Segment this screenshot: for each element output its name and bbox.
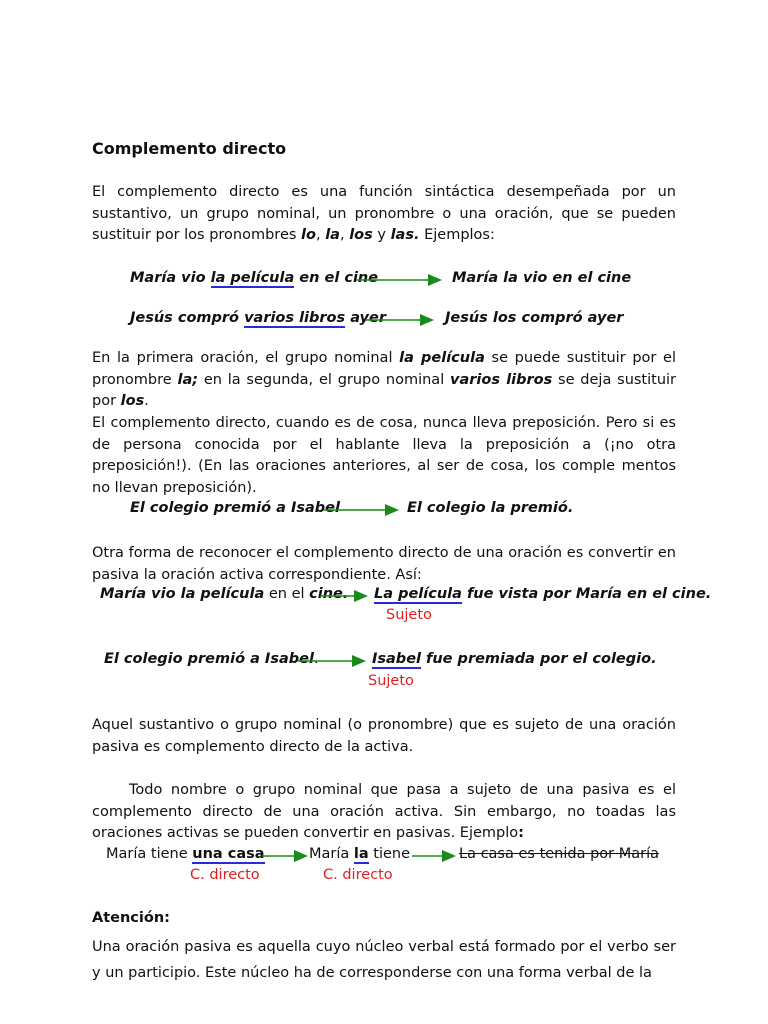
- pronoun-las: las.: [390, 227, 420, 243]
- ex5-part: .: [313, 651, 319, 667]
- ex4-part: María vio la película: [100, 586, 265, 602]
- para2-emph: varios libros: [450, 371, 553, 388]
- example-6-invalid: La casa es tenida por María: [459, 846, 660, 862]
- example-6-sentence: [106, 846, 265, 862]
- para2-emph: los: [120, 393, 145, 409]
- ex5-part: El colegio premió a Isabel: [104, 651, 314, 667]
- passive-definition-paragraph: Una oración pasiva es aquella cuyo núcleo verbal está formado por el verbo ser y un participio. Este núcleo ha de corresponderse con una forma verbal de la: [92, 939, 676, 981]
- pronoun-lo: lo: [301, 227, 316, 243]
- para2-emph: la película: [399, 350, 485, 366]
- sep: ,: [315, 227, 326, 243]
- ex5-subject: Isabel: [372, 651, 421, 667]
- ex2-part: Jesús compró: [130, 310, 245, 326]
- example-5-sentence: [104, 651, 319, 667]
- cd-label: C. directo: [323, 867, 393, 883]
- ex3-part: El colegio premió: [130, 500, 277, 516]
- pronoun-la: la: [325, 227, 340, 243]
- arrow-right-icon: [412, 849, 456, 863]
- example-4-result: [374, 586, 711, 602]
- cd-label: C. directo: [190, 867, 260, 883]
- ex3-cd: a Isabel: [276, 500, 340, 516]
- ex6-cd: la: [353, 846, 369, 862]
- pronoun-los: los: [349, 227, 373, 243]
- sep: y: [372, 227, 391, 243]
- para2-text: se deja sustituir por: [92, 371, 677, 409]
- attention-heading: Atención:: [92, 910, 170, 926]
- ex4-part: cine.: [309, 586, 349, 602]
- example-3-result: El colegio la premió.: [407, 500, 574, 516]
- intro-end: Ejemplos:: [419, 227, 495, 243]
- example-2-result: Jesús los compró ayer: [445, 310, 624, 326]
- example-1-result: María la vio en el cine: [452, 270, 632, 286]
- para6-text: Todo nombre o grupo nominal que pasa a sujeto de una pasiva es el complemento directo de una oración activa. Sin embargo, no toadas las oraciones activas se pueden convertir en pasivas. Ejemplo: [92, 782, 676, 841]
- example-3-sentence: [130, 500, 340, 516]
- page-title: Complemento directo: [92, 139, 287, 158]
- subject-label: Sujeto: [386, 607, 432, 623]
- arrow-right-icon: [323, 503, 399, 517]
- note-paragraph: [92, 780, 676, 845]
- ex6-part: tiene: [368, 846, 411, 862]
- ex5-rest: fue premiada por el colegio.: [421, 651, 657, 667]
- arrow-right-icon: [320, 589, 368, 603]
- arrow-right-icon: [298, 654, 366, 668]
- para2-text: En la primera oración, el grupo nominal: [92, 350, 400, 366]
- arrow-right-icon: [356, 273, 442, 287]
- ex2-cd: varios libros: [244, 310, 346, 326]
- ex1-part: María vio: [130, 270, 211, 286]
- example-2-sentence: [130, 310, 386, 326]
- subject-paragraph: Aquel sustantivo o grupo nominal (o pronombre) que es sujeto de una oración pasiva es complemento directo de la activa.: [92, 717, 676, 755]
- intro-paragraph: [92, 182, 676, 247]
- ex4-subject: La película: [374, 586, 462, 602]
- ex1-part: en el cine: [294, 270, 379, 286]
- example-6-pronoun: [309, 846, 410, 862]
- example-4-sentence: [100, 586, 348, 602]
- intro-text: El complemento directo es una función sintáctica desempeñada por un sustantivo, un grupo nominal, un pronombre o una oración, que se pueden sustituir por los pronombres: [92, 184, 676, 243]
- ex4-rest: fue vista por María en el cine.: [461, 586, 712, 602]
- ex6-part: María tiene: [106, 846, 193, 862]
- para6-end: :: [518, 825, 524, 841]
- explanation-paragraph: [92, 348, 676, 413]
- arrow-right-icon: [262, 849, 308, 863]
- para2-text: en la segunda, el grupo nominal: [198, 371, 451, 388]
- ex2-part: ayer: [345, 310, 386, 326]
- ex6-part: María: [309, 846, 354, 862]
- preposition-paragraph: El complemento directo, cuando es de cosa, nunca lleva preposición. Pero si es de persona conocida por el hablante lleva la preposición a (¡no otra preposición!). (En las oraciones anteriores, al ser de cosa, los comple mentos no llevan preposición).: [92, 415, 676, 496]
- ex1-cd: la película: [210, 270, 295, 286]
- subject-label: Sujeto: [368, 673, 414, 689]
- passive-paragraph: Otra forma de reconocer el complemento directo de una oración es convertir en pasiva la oración activa correspondiente. Así:: [92, 545, 676, 583]
- example-5-result: [372, 651, 657, 667]
- arrow-right-icon: [366, 313, 434, 327]
- ex4-part: en el: [264, 586, 310, 602]
- para2-emph: la;: [177, 371, 199, 388]
- ex6-cd: una casa: [192, 846, 265, 862]
- para2-text: se puede sustituir por el pronombre: [92, 350, 676, 388]
- sep: ,: [339, 227, 350, 243]
- para2-text: .: [144, 393, 149, 409]
- example-1-sentence: [130, 270, 378, 286]
